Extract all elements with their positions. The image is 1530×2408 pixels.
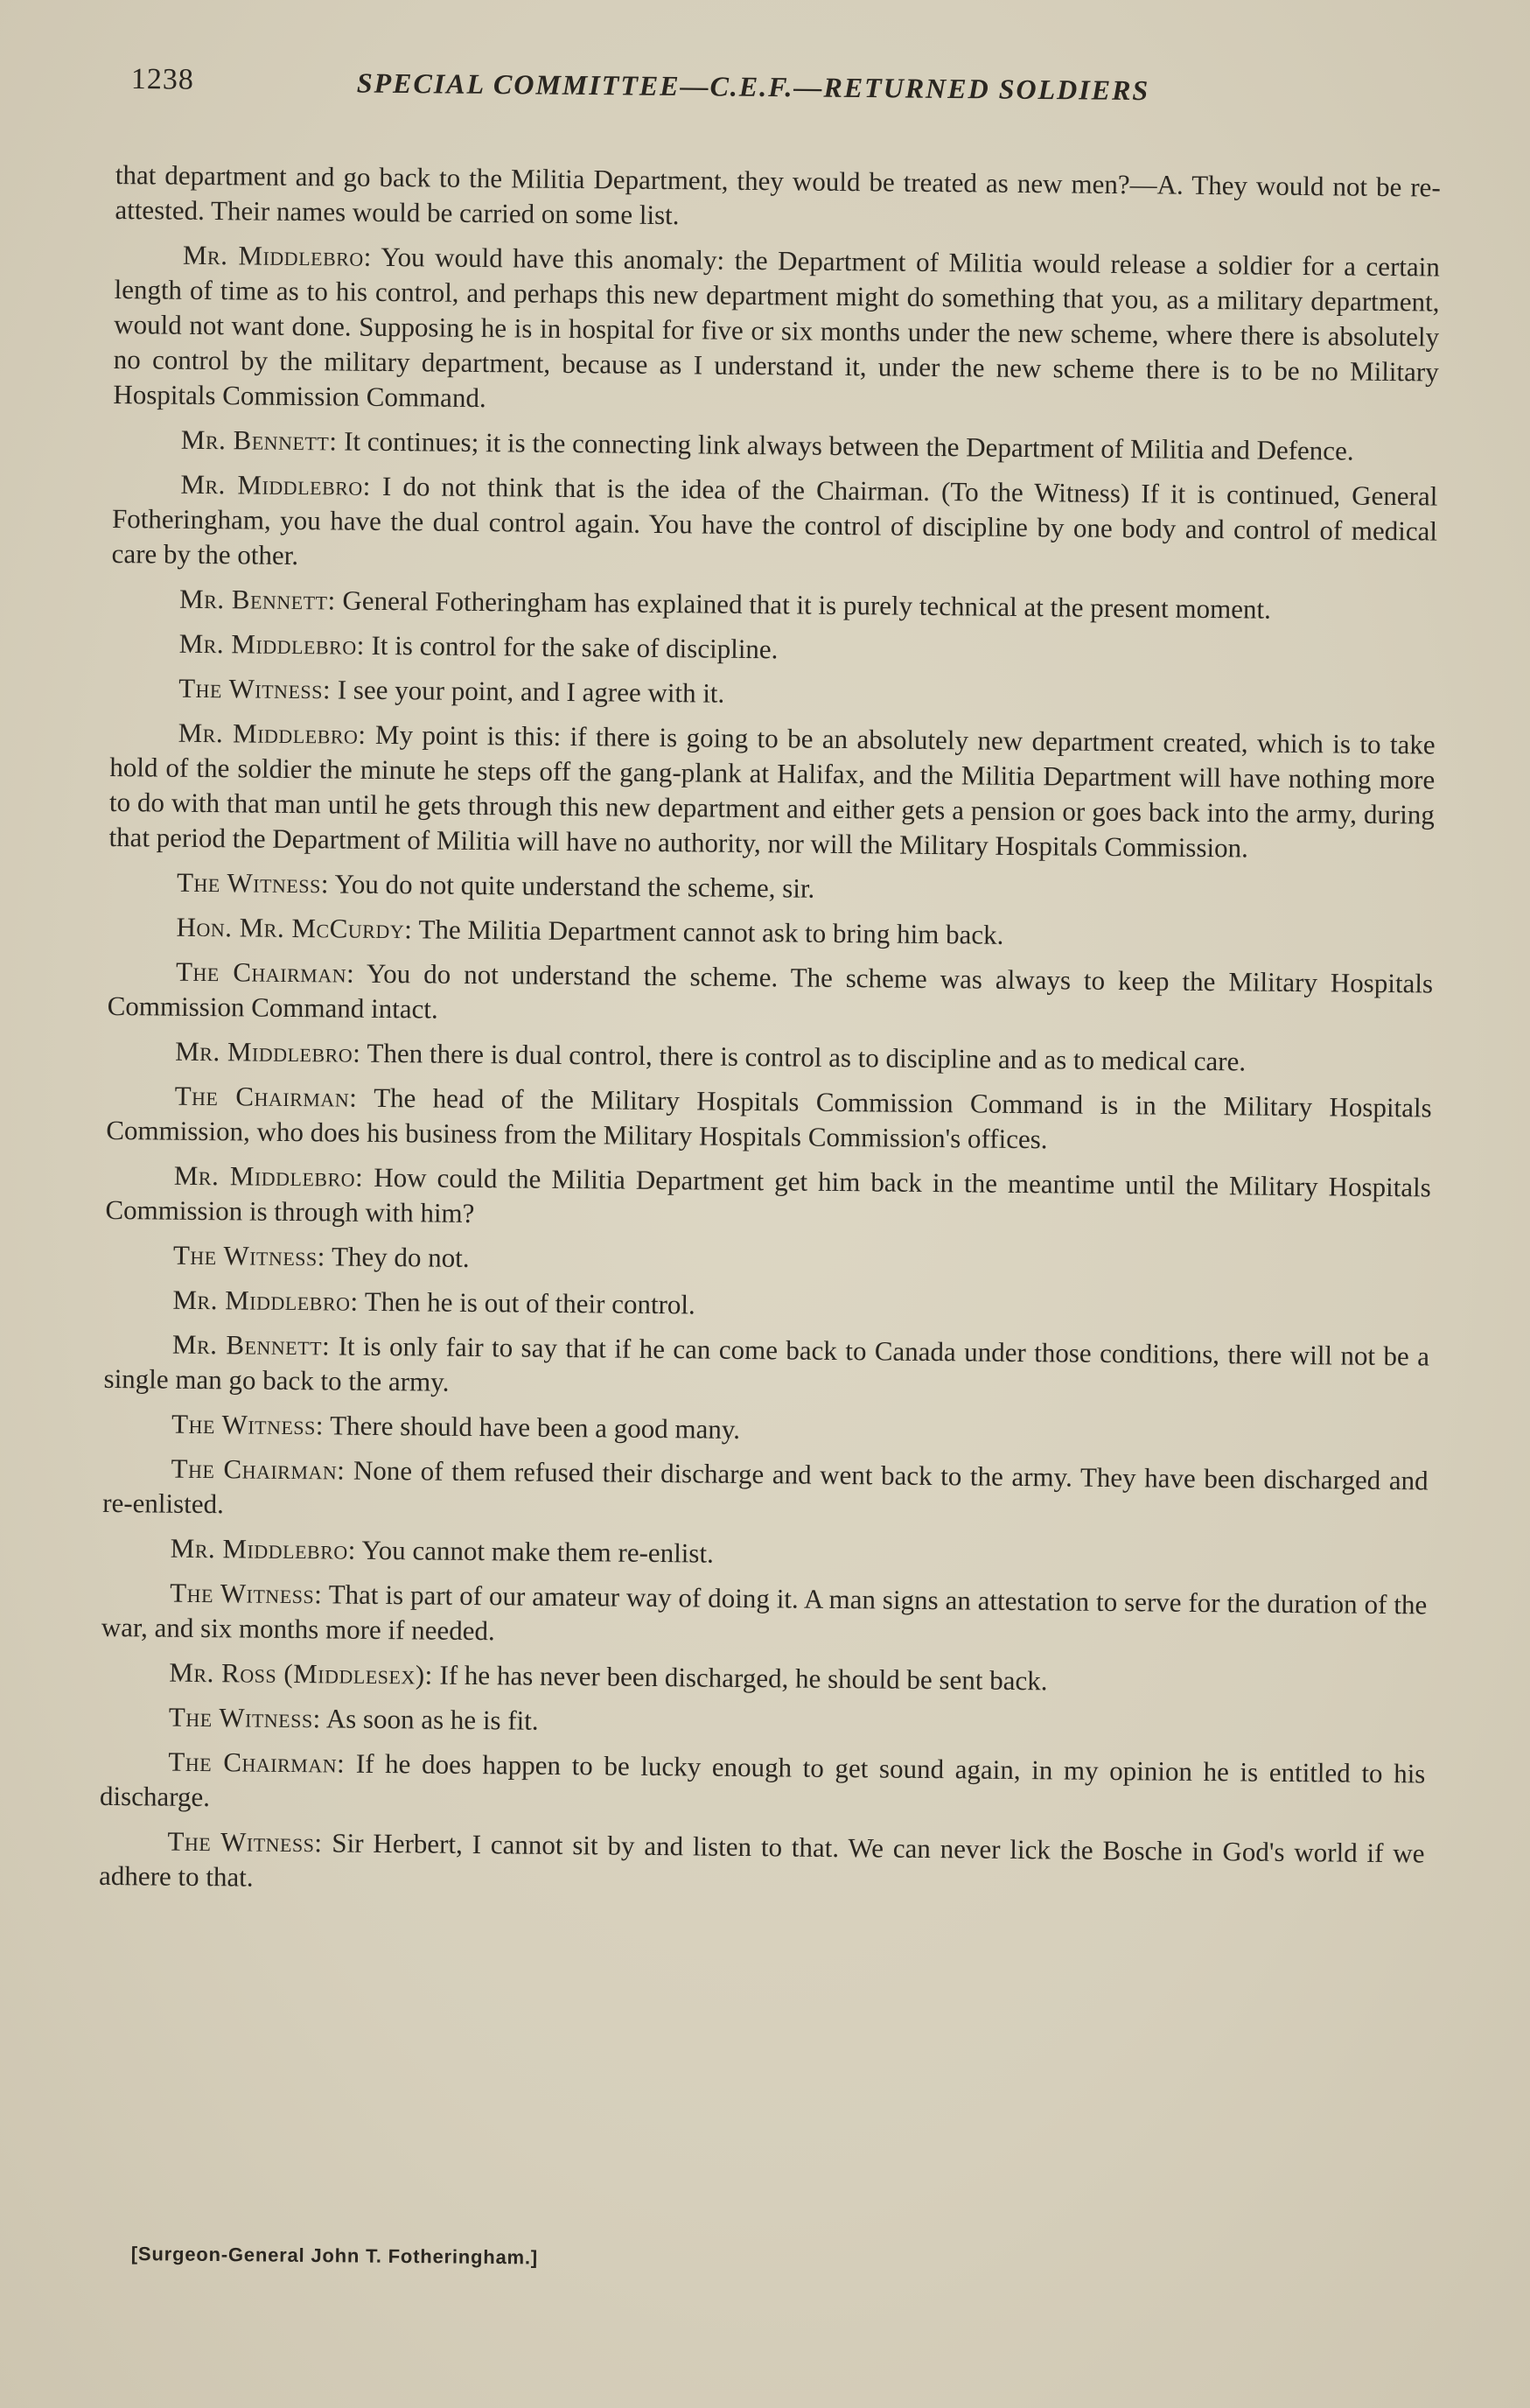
dialogue-paragraph [111, 466, 1437, 584]
speaker-name: Mr. Bennett: [180, 424, 338, 457]
dialogue-paragraph [113, 422, 1438, 470]
speaker-name: Mr. Ross (Middlesex): [169, 1656, 433, 1690]
speaker-name: The Chairman: [171, 1452, 346, 1486]
speaker-name: The Witness: [170, 1577, 323, 1610]
running-title: SPECIAL COMMITTEE—C.E.F.—RETURNED SOLDIERS [356, 66, 1150, 107]
speech-text: I do not think that is the idea of the Chairman. (To the Witness) If it is continued, General Fotheringham, you have the dual control again. You have the control of discipline by one body and control of medical care by the other. [111, 470, 1438, 571]
speaker-name: Mr. Middlebro: [172, 1284, 359, 1317]
speaker-name: The Witness: [168, 1701, 321, 1734]
speech-text: Then there is dual control, there is control as to discipline and as to medical care. [367, 1037, 1247, 1077]
dialogue-paragraph [101, 1699, 1426, 1747]
speaker-name: The Chairman: [174, 1080, 358, 1113]
speech-text: It is only fair to say that if he can come back to Canada under those conditions, there will not be a single man go back to the army. [103, 1330, 1430, 1397]
opening-paragraph: that department and go back to the Militia Department, they would be treated as new men?—A. They would not be re-attested. Their names would be carried on some list. [115, 158, 1441, 231]
dialogue-paragraph [99, 1824, 1425, 1907]
dialogue-paragraph [111, 581, 1436, 629]
speech-text: The Militia Department cannot ask to bring him back. [418, 914, 1004, 950]
dialogue-paragraph [107, 954, 1433, 1037]
witness-attribution: [Surgeon-General John T. Fotheringham.] [130, 2243, 539, 2269]
speech-text: General Fotheringham has explained that it is purely technical at the present moment. [342, 584, 1272, 625]
speech-text: There should have been a good many. [330, 1410, 741, 1445]
speaker-name: The Witness: [178, 672, 332, 705]
page-number: 1238 [130, 63, 194, 96]
speaker-name: The Witness: [176, 866, 330, 900]
dialogue-paragraph [100, 1744, 1426, 1827]
speaker-name: Hon. Mr. McCurdy: [176, 911, 413, 945]
speech-text: If he has never been discharged, he should be sent back. [439, 1659, 1048, 1697]
speech-text: You would have this anomaly: the Department of Militia would release a soldier for a certain length of time as to his control, and perhaps this new department might do something that you, as a military department, would not want done. Supposing he is in hospital for five or six months under the new scheme, where there is absolutely no control by the military department, because as I understand it, under the new scheme there is to be no Military Hospitals Commission Command. [113, 241, 1441, 414]
dialogue-paragraph [110, 626, 1436, 674]
dialogue-paragraph [102, 1451, 1429, 1534]
speech-text: You do not understand the scheme. The scheme was always to keep the Military Hospitals Commission Command intact. [107, 957, 1434, 1025]
speaker-name: Mr. Middlebro: [178, 717, 367, 750]
speaker-name: Mr. Middlebro: [175, 1035, 361, 1068]
dialogue-paragraph [107, 1033, 1432, 1082]
speaker-name: Mr. Middlebro: [182, 239, 373, 272]
transcript-body [99, 158, 1441, 1915]
speech-text: I see your point, and I agree with it. [337, 674, 725, 709]
dialogue-paragraph [102, 1530, 1428, 1578]
dialogue-paragraph [108, 864, 1434, 913]
dialogue-paragraph [104, 1282, 1429, 1330]
speaker-name: Mr. Bennett: [178, 583, 336, 616]
dialogue-paragraph [101, 1575, 1428, 1658]
speaker-name: The Witness: [167, 1825, 323, 1858]
dialogue-paragraph [105, 1237, 1430, 1285]
speaker-name: The Chairman: [168, 1746, 346, 1779]
speech-text: That is part of our amateur way of doing it. A man signs an attestation to serve for the duration of the war, and six months more if needed. [101, 1578, 1428, 1647]
speech-text: The head of the Military Hospitals Commission Command is in the Military Hospitals Commission, who does his business from the Military Hospitals Commission's offices. [106, 1082, 1432, 1155]
speech-text: They do not. [331, 1241, 470, 1273]
dialogue-paragraph [108, 909, 1433, 957]
speech-text: None of them refused their discharge and went back to the army. They have been discharged and re-enlisted. [102, 1454, 1429, 1520]
dialogue-paragraph [103, 1326, 1429, 1410]
speaker-name: Mr. Middlebro: [173, 1159, 364, 1193]
speech-text: It is control for the sake of discipline. [371, 629, 779, 665]
speech-text: Sir Herbert, I cannot sit by and listen to that. We can never lick the Bosche in God's world if we adhere to that. [98, 1827, 1425, 1893]
dialogue-paragraph [105, 1158, 1431, 1241]
dialogue-paragraph [108, 715, 1435, 868]
dialogue-paragraph [113, 237, 1440, 425]
speech-text: If he does happen to be lucky enough to get sound again, in my opinion he is entitled to his discharge. [99, 1747, 1426, 1813]
dialogue [99, 237, 1440, 1906]
dialogue-paragraph [110, 670, 1436, 718]
speaker-name: The Witness: [171, 1408, 325, 1441]
speech-text: How could the Militia Department get him back in the meantime until the Military Hospitals Commission is through with him? [105, 1161, 1431, 1228]
speech-text: You do not quite understand the scheme, sir. [334, 868, 815, 904]
speaker-name: Mr. Bennett: [171, 1328, 331, 1362]
speech-text: Then he is out of their control. [364, 1285, 695, 1320]
dialogue-paragraph [106, 1078, 1432, 1161]
speaker-name: Mr. Middlebro: [180, 468, 372, 501]
dialogue-paragraph [103, 1406, 1429, 1454]
speaker-name: The Chairman: [175, 956, 355, 989]
speech-text: You cannot make them re-enlist. [361, 1534, 714, 1569]
speech-text: It continues; it is the connecting link always between the Department of Militia and Defence. [344, 425, 1354, 466]
dialogue-paragraph [101, 1655, 1426, 1703]
speaker-name: Mr. Middlebro: [170, 1532, 357, 1565]
speaker-name: The Witness: [172, 1239, 326, 1272]
speaker-name: Mr. Middlebro: [178, 627, 365, 661]
page-header [131, 63, 1443, 119]
speech-text: As soon as he is fit. [325, 1703, 539, 1736]
speech-text: My point is this: if there is going to be an absolutely new department created, which is to take hold of the soldier the minute he steps off the gang-plank at Halifax, and the Militia Department will have nothing more to do with that man until he gets through this new department and either gets a pension or goes back into the army, during that period the Department of Militia will have no authority, nor will the Military Hospitals Commission. [108, 718, 1436, 864]
